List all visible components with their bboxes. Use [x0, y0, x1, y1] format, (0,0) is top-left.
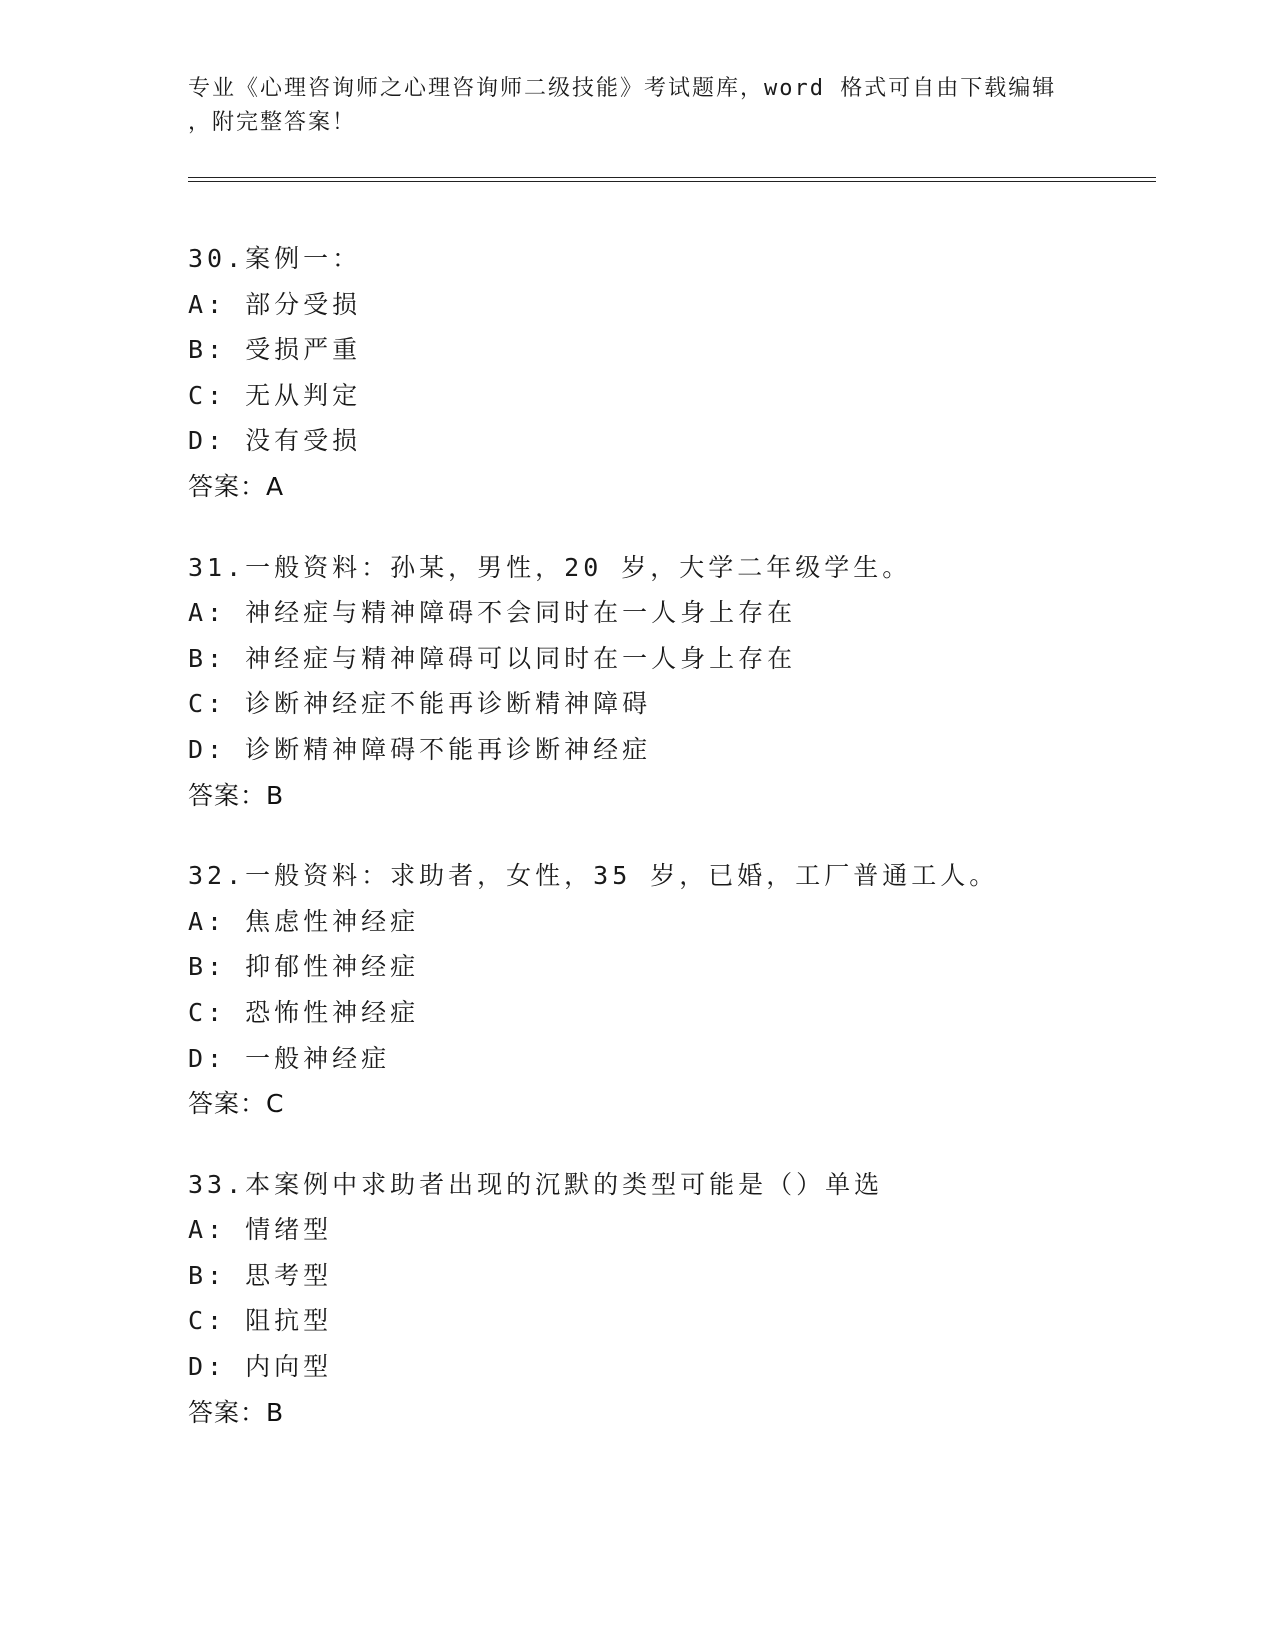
- question-33: [188, 1162, 1156, 1436]
- option-c: C: 恐怖性神经症: [188, 997, 420, 1027]
- question-list: [188, 236, 1156, 1470]
- answer-label: 答案：B: [188, 1397, 285, 1427]
- header-double-rule: [188, 177, 1156, 182]
- header-line-2: ，附完整答案！: [188, 110, 357, 135]
- option-d: D: 一般神经症: [188, 1043, 391, 1073]
- option-b: B: 受损严重: [188, 335, 362, 365]
- option-b: B: 抑郁性神经症: [188, 952, 420, 982]
- question-stem: 30.案例一：: [188, 244, 362, 273]
- answer-label: 答案：B: [188, 780, 285, 810]
- option-a: A: 情绪型: [188, 1215, 333, 1245]
- answer-label: 答案：C: [188, 1089, 285, 1119]
- question-30: [188, 236, 1156, 510]
- option-d: D: 内向型: [188, 1352, 333, 1382]
- option-d: D: 诊断精神障碍不能再诊断神经症: [188, 734, 652, 764]
- option-a: A: 部分受损: [188, 289, 362, 319]
- option-a: A: 焦虑性神经症: [188, 906, 420, 936]
- option-c: C: 无从判定: [188, 380, 362, 410]
- question-stem: 32.一般资料：求助者，女性，35 岁，已婚，工厂普通工人。: [188, 861, 999, 891]
- header-line-1: 专业《心理咨询师之心理咨询师二级技能》考试题库，word 格式可自由下载编辑: [188, 76, 1057, 101]
- question-32: [188, 853, 1156, 1127]
- answer-label: 答案：A: [188, 471, 285, 501]
- question-31: [188, 545, 1156, 819]
- option-c: C: 诊断神经症不能再诊断精神障碍: [188, 689, 652, 719]
- question-stem: 31.一般资料：孙某，男性，20 岁，大学二年级学生。: [188, 552, 912, 582]
- option-d: D: 没有受损: [188, 426, 362, 456]
- option-b: B: 思考型: [188, 1260, 333, 1290]
- document-header: [188, 72, 1088, 140]
- option-c: C: 阻抗型: [188, 1306, 333, 1336]
- option-a: A: 神经症与精神障碍不会同时在一人身上存在: [188, 598, 797, 628]
- question-stem: 33.本案例中求助者出现的沉默的类型可能是（）单选: [188, 1169, 884, 1199]
- option-b: B: 神经症与精神障碍可以同时在一人身上存在: [188, 643, 797, 673]
